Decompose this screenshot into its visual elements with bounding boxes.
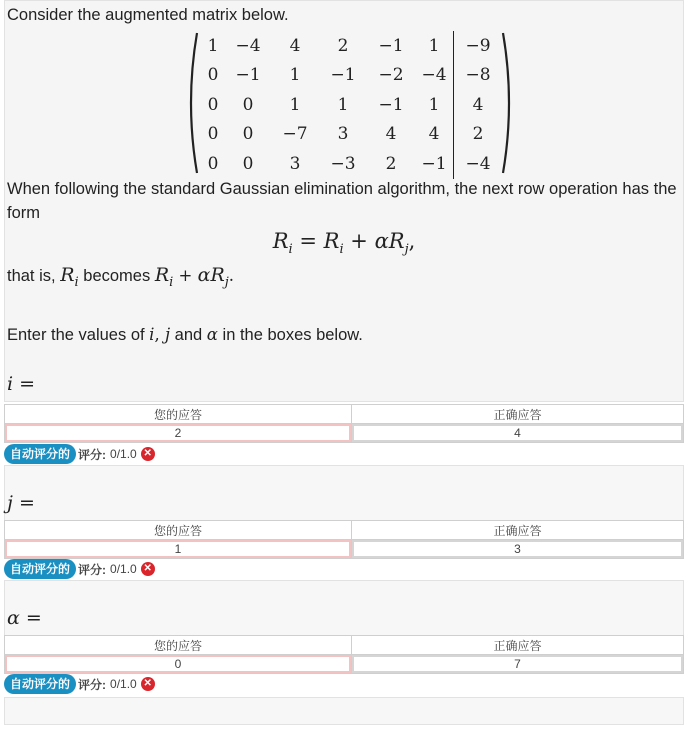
correct-answer-alpha: 7 <box>352 655 684 674</box>
your-answer-j: 1 <box>5 540 352 559</box>
matrix-cell: 4 <box>289 35 301 56</box>
matrix-cell: 0 <box>207 153 219 174</box>
grade-row-alpha <box>4 674 155 694</box>
your-answer-header: 您的应答 <box>5 521 352 540</box>
matrix-cell: 3 <box>337 124 349 145</box>
matrix-cell: −4 <box>421 65 447 86</box>
matrix-cell: 3 <box>289 153 301 174</box>
matrix-cell: 0 <box>242 124 254 145</box>
matrix-rhs-cell: −8 <box>454 61 503 91</box>
matrix-rhs-cell: 2 <box>454 120 503 150</box>
matrix-cell: −1 <box>235 65 261 86</box>
question-box-alpha <box>4 580 684 636</box>
matrix-cell: −1 <box>330 65 356 86</box>
matrix-rhs-cell: 4 <box>454 90 503 120</box>
text3-and: and <box>170 326 207 344</box>
matrix-cell: −7 <box>282 124 308 145</box>
grade-row-j <box>4 559 155 579</box>
matrix-cell: −4 <box>235 35 261 56</box>
auto-graded-badge: 自动评分的 <box>4 444 76 464</box>
matrix-cell: 0 <box>242 94 254 115</box>
score-label: 评分: <box>78 677 107 692</box>
label-j: j = <box>7 492 35 514</box>
auto-graded-badge: 自动评分的 <box>4 674 76 694</box>
matrix-cell: 0 <box>207 124 219 145</box>
your-answer-header: 您的应答 <box>5 405 352 424</box>
matrix-cell: 1 <box>289 65 301 86</box>
augmented-matrix <box>183 31 515 175</box>
matrix-cell: 2 <box>385 153 397 174</box>
matrix-row <box>201 149 502 179</box>
matrix-cell: 0 <box>207 94 219 115</box>
correct-answer-header: 正确应答 <box>352 636 684 655</box>
answer-table-j <box>4 520 684 559</box>
your-answer-header: 您的应答 <box>5 636 352 655</box>
matrix-cell: 4 <box>428 124 440 145</box>
answer-table-alpha <box>4 635 684 674</box>
score-value: 0/1.0 <box>110 677 137 691</box>
score-value: 0/1.0 <box>110 562 137 576</box>
matrix-cell: −3 <box>330 153 356 174</box>
close-circle-icon: ✕ <box>141 562 155 576</box>
label-i: i = <box>7 373 36 395</box>
matrix-row <box>201 120 502 150</box>
correct-answer-header: 正确应答 <box>352 405 684 424</box>
matrix-cell: 1 <box>428 35 440 56</box>
text2-mid: becomes <box>78 267 155 285</box>
row-operation-equation: $R_i = R_i + \alpha R_j$, <box>272 229 416 257</box>
matrix-cell: −1 <box>378 94 404 115</box>
close-circle-icon: ✕ <box>141 677 155 691</box>
question-box-j <box>4 465 684 521</box>
close-circle-icon: ✕ <box>141 447 155 461</box>
matrix-cell: 0 <box>207 65 219 86</box>
matrix-cell: 0 <box>242 153 254 174</box>
matrix-cell: −1 <box>421 153 447 174</box>
footer-box <box>4 697 684 725</box>
question-intro: Consider the augmented matrix below. <box>7 6 289 24</box>
matrix-cell: 1 <box>289 94 301 115</box>
score-value: 0/1.0 <box>110 447 137 461</box>
score-label: 评分: <box>78 447 107 462</box>
text3-suffix: in the boxes below. <box>217 326 363 344</box>
matrix-cell: −1 <box>378 35 404 56</box>
score-label: 评分: <box>78 562 107 577</box>
correct-answer-j: 3 <box>352 540 684 559</box>
matrix-rhs-cell: −4 <box>454 149 503 179</box>
left-paren <box>183 31 199 175</box>
matrix-cell: −2 <box>378 65 404 86</box>
question-text-2: that is, $R_i$ becomes $R_i + \alpha R_j$. <box>7 264 235 290</box>
question-text-1: When following the standard Gaussian elimination algorithm, the next row operation has the form <box>7 180 677 222</box>
answer-table-i <box>4 404 684 443</box>
correct-answer-i: 4 <box>352 424 684 443</box>
right-paren <box>501 31 517 175</box>
text2-prefix: that is, <box>7 267 61 285</box>
matrix-cell: 1 <box>337 94 349 115</box>
matrix-cell: 4 <box>385 124 397 145</box>
question-box <box>4 0 684 402</box>
matrix-row <box>201 90 502 120</box>
matrix-table <box>201 31 502 179</box>
matrix-cell: 1 <box>428 94 440 115</box>
page <box>4 0 684 730</box>
grade-row-i <box>4 444 155 464</box>
matrix-cell: 2 <box>337 35 349 56</box>
matrix-rhs-cell: −9 <box>454 31 503 61</box>
text3-prefix: Enter the values of <box>7 326 150 344</box>
matrix-row <box>201 61 502 91</box>
your-answer-alpha: 0 <box>5 655 352 674</box>
matrix-row <box>201 31 502 61</box>
correct-answer-header: 正确应答 <box>352 521 684 540</box>
matrix-cell: 1 <box>207 35 219 56</box>
label-alpha: α = <box>7 607 42 629</box>
your-answer-i: 2 <box>5 424 352 443</box>
question-text-3: Enter the values of i, j and α in the boxes below. <box>7 325 363 344</box>
auto-graded-badge: 自动评分的 <box>4 559 76 579</box>
